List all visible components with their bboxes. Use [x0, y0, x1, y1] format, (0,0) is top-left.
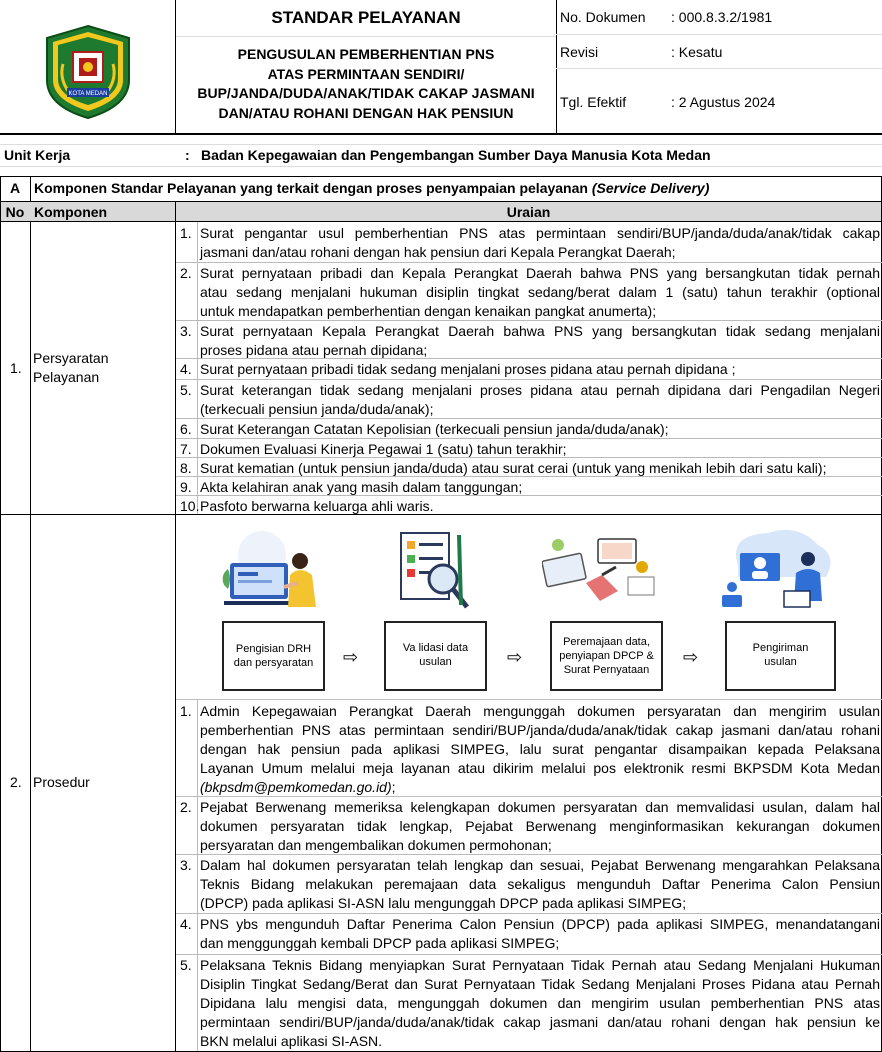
item-number: 8. — [180, 460, 192, 476]
meta-label-revisi: Revisi — [560, 44, 599, 60]
item-number: 3. — [180, 857, 192, 873]
row-divider — [176, 913, 882, 914]
item-number: 2. — [180, 799, 192, 815]
item-number: 9. — [180, 479, 192, 495]
item-line-email — [200, 778, 880, 797]
item-line: Surat kematian (untuk pensiun janda/duda) atau surat cerai (untuk yang menikah lebih dari satu kali); — [200, 460, 827, 476]
subtitle-line: ATAS PERMINTAAN SENDIRI/ — [267, 65, 465, 82]
row-divider — [176, 320, 882, 321]
item-line: jasmani dan/atau rohani dengan hak pensiun dari Kepala Perangkat Daerah; — [200, 244, 676, 260]
row-divider — [176, 457, 882, 458]
step-label-line: Pengiriman — [752, 642, 809, 654]
item-text — [200, 264, 880, 321]
item-line: Teknis Bidang melakukan peremajaan data sekaligus mengunduh Daftar Penerima Calon Pensiun — [200, 876, 880, 892]
item-line: Dalam hal dokumen persyaratan telah lengkap dan sesuai, Pejabat Berwenang mengarahkan Pelaksana — [200, 857, 880, 873]
unit-colon: : — [185, 147, 190, 163]
item-text — [200, 322, 880, 360]
item-text — [200, 381, 880, 419]
col-komponen: Komponen — [34, 204, 108, 220]
item-text — [200, 856, 880, 913]
section-title — [34, 179, 709, 198]
item-line: Surat pengantar usul pemberhentian PNS atas permintaan sendiri/BUP/janda/duda/anak/tidak cakap — [200, 225, 880, 241]
item-line: Surat pernyataan pribadi tidak sedang menjalani proses pidana atau pernah dipidana ; — [200, 361, 736, 377]
item-number: 4. — [180, 916, 192, 932]
row-divider — [176, 262, 882, 263]
item-line: persyaratan dan mengembalikan dokumen permohonan; — [200, 837, 552, 853]
item-line: dengan hak pensiun pada aplikasi SIMPEG, lalu surat pengantar disampaikan kepada Pelaksana — [200, 741, 880, 757]
item-text — [200, 702, 880, 797]
section-letter: A — [9, 180, 21, 196]
row-divider — [176, 954, 882, 955]
item-line: Layanan Umum melalui meja layanan atau dikirim melalui pos elektronik resmi BKPSDM Kota Medan — [200, 760, 880, 776]
row-divider — [176, 854, 882, 855]
item-number: 1. — [180, 225, 192, 241]
item-number: 7. — [180, 441, 192, 457]
logo-cell — [0, 0, 176, 134]
item-line: Pasfoto berwarna keluarga ahli waris. — [200, 498, 434, 514]
item-line: (DPCP) pada aplikasi SI-ASN lalu mengunggah DPCP pada aplikasi SIMPEG; — [200, 895, 687, 911]
item-number: 5. — [180, 957, 192, 973]
item-line: permintaan sendiri/BUP/janda/duda/anak/tidak cakap jasmani dan/atau rohani dengan hak pensiun ke — [200, 1014, 880, 1030]
step-label-line: dan persyaratan — [233, 657, 314, 669]
row-divider — [176, 438, 882, 439]
col-no: No — [5, 204, 25, 220]
item-text — [200, 798, 880, 855]
item-text — [200, 360, 880, 379]
meta-value-revisi: : Kesatu — [671, 44, 723, 60]
item-line: (terkecuali pensiun janda/duda/anak); — [200, 401, 434, 417]
item-text — [200, 956, 880, 1051]
meta-cell — [556, 0, 882, 134]
item-line: Surat pernyataan Kepala Perangkat Daerah bahwa PNS yang bersangkutan tidak sedang menjalani — [200, 323, 880, 339]
item-text — [200, 915, 880, 953]
step-label-line: penyiapan DPCP & — [559, 650, 654, 662]
item-number: 5. — [180, 382, 192, 398]
item-number: 4. — [180, 361, 192, 377]
subtitle-line: PENGUSULAN PEMBERHENTIAN PNS — [237, 46, 495, 62]
doc-title: STANDAR PELAYANAN — [271, 8, 461, 27]
item-number: 1. — [180, 703, 192, 719]
row-divider — [176, 358, 882, 359]
step-label-line: Peremajaan data, — [563, 636, 650, 648]
header-block — [0, 0, 882, 134]
item-text — [200, 420, 880, 439]
meta-label-doc: No. Dokumen — [560, 9, 646, 25]
item-line: PNS ybs mengunduh Daftar Penerima Calon Pensiun (DPCP) pada aplikasi SIMPEG, menandatangani — [200, 916, 880, 932]
item-line: dan menggunggah kembali DPCP pada aplikasi SIMPEG; — [200, 935, 560, 951]
step-box-3 — [550, 621, 663, 691]
doc-subtitle — [176, 45, 556, 123]
row-divider — [176, 379, 882, 380]
section-title-text: Komponen Standar Pelayanan yang terkait dengan proses penyampaian pelayanan — [34, 180, 592, 196]
item-line: Dokumen Evaluasi Kinerja Pegawai 1 (satu) tahun terakhir; — [200, 441, 567, 457]
person-laptop-illustration — [220, 525, 330, 620]
item-line: Pelaksana Teknis Bidang menyiapkan Surat Pernyataan Tidak Pernah atau Sedang Menjalani Hukuman — [200, 957, 880, 973]
arrow-icon: ⇨ — [683, 647, 699, 667]
item-line: Akta kelahiran anak yang masih dalam tanggungan; — [200, 479, 523, 495]
kota-medan-emblem — [43, 24, 133, 120]
step-box-2 — [384, 621, 487, 691]
meta-value-tgl: : 2 Agustus 2024 — [671, 94, 776, 110]
item-line: Pejabat Berwenang memeriksa kelengkapan dokumen persyaratan dan memvalidasi usulan, dalam hal — [200, 799, 880, 815]
item-number: 6. — [180, 421, 192, 437]
prosedur-label: Prosedur — [33, 774, 90, 790]
svg-text:KOTA MEDAN: KOTA MEDAN — [68, 91, 108, 97]
persyaratan-label — [33, 349, 108, 387]
unit-label: Unit Kerja — [4, 147, 71, 163]
item-number: 10. — [180, 498, 200, 514]
item-line: pemberhentian PNS atas permintaan sendiri/BUP/janda/duda/anak/tidak cakap jasmani dan/atau rohani — [200, 722, 880, 738]
arrow-icon: ⇨ — [507, 647, 523, 667]
row-divider — [176, 418, 882, 419]
col-uraian: Uraian — [506, 204, 551, 220]
item-number: 2. — [180, 265, 192, 281]
meta-label-tgl: Tgl. Efektif — [560, 94, 627, 110]
persyaratan-no: 1. — [10, 360, 22, 376]
email-address: (bkpsdm@pemkomedan.go.id) — [200, 779, 392, 795]
row-divider — [176, 796, 882, 797]
row-divider — [176, 495, 882, 496]
item-number: 3. — [180, 323, 192, 339]
subtitle-line: BUP/JANDA/DUDA/ANAK/TIDAK CAKAP JASMANI — [197, 85, 535, 101]
desk-tablet-illustration — [542, 533, 662, 618]
item-line: dokumen persyaratan tidak lengkap, Pejabat Berwenang menginformasikan kekurangan dokumen — [200, 818, 880, 834]
item-line: Admin Kepegawaian Perangkat Daerah mengunggah dokumen persyaratan dan mengirim usulan — [200, 703, 880, 719]
item-line: proses pidana atau pernah dipidana; — [200, 342, 428, 358]
item-line: BKN melalui aplikasi SI-ASN. — [200, 1033, 383, 1049]
row-divider — [176, 476, 882, 477]
arrow-icon: ⇨ — [343, 647, 359, 667]
section-title-italic: (Service Delivery) — [591, 180, 710, 196]
step-label-line: Va lidasi data — [402, 642, 469, 654]
item-line: Surat pernyataan pribadi dan Kepala Perangkat Daerah bahwa PNS yang bersangkutan tidak pernah — [200, 265, 880, 281]
title-cell — [175, 0, 557, 134]
item-line: Surat Keterangan Catatan Kepolisian (terkecuali pensiun janda/duda/anak); — [200, 421, 669, 437]
document-magnifier-illustration — [395, 527, 475, 617]
step-box-1 — [222, 621, 325, 691]
unit-value: Badan Kepegawaian dan Pengembangan Sumber Daya Manusia Kota Medan — [201, 147, 711, 163]
step-label-line: Surat Pernyataan — [563, 664, 650, 676]
persyaratan-label-line: Persyaratan — [33, 350, 109, 366]
item-tail: ; — [391, 779, 396, 795]
step-label-line: usulan — [764, 656, 797, 668]
step-label-line: Pengisian DRH — [235, 643, 312, 655]
step-box-4 — [725, 621, 836, 691]
meta-value-doc: : 000.8.3.2/1981 — [671, 9, 773, 25]
item-line: atau sedang menjalani hukuman disiplin tingkat sedang/berat dalam 1 (satu) tahun terakhir (optional — [200, 284, 880, 300]
item-line: Surat keterangan tidak sedang menjalani proses pidana atau pernah dipidana dari Pengadilan Negeri — [200, 382, 880, 398]
prosedur-no: 2. — [10, 774, 22, 790]
persyaratan-label-line: Pelayanan — [33, 369, 100, 385]
step-label-line: usulan — [419, 656, 452, 668]
item-text — [200, 224, 880, 262]
item-line: Disiplin Tingkat Sedang/Berat dan Surat Pernyataan Tidak Sedang Menjalani Proses Pidana atau Pernah — [200, 976, 880, 992]
subtitle-line: DAN/ATAU ROHANI DENGAN HAK PENSIUN — [218, 104, 514, 121]
item-line: untuk mendapatkan pemberhentian dengan kenaikan pangkat anumerta); — [200, 303, 657, 319]
item-line: Dipidana lalu mengisi data, mengunggah dokumen dan mengirim usulan pemberhentian PNS atas — [200, 995, 880, 1011]
video-call-illustration — [718, 525, 838, 617]
